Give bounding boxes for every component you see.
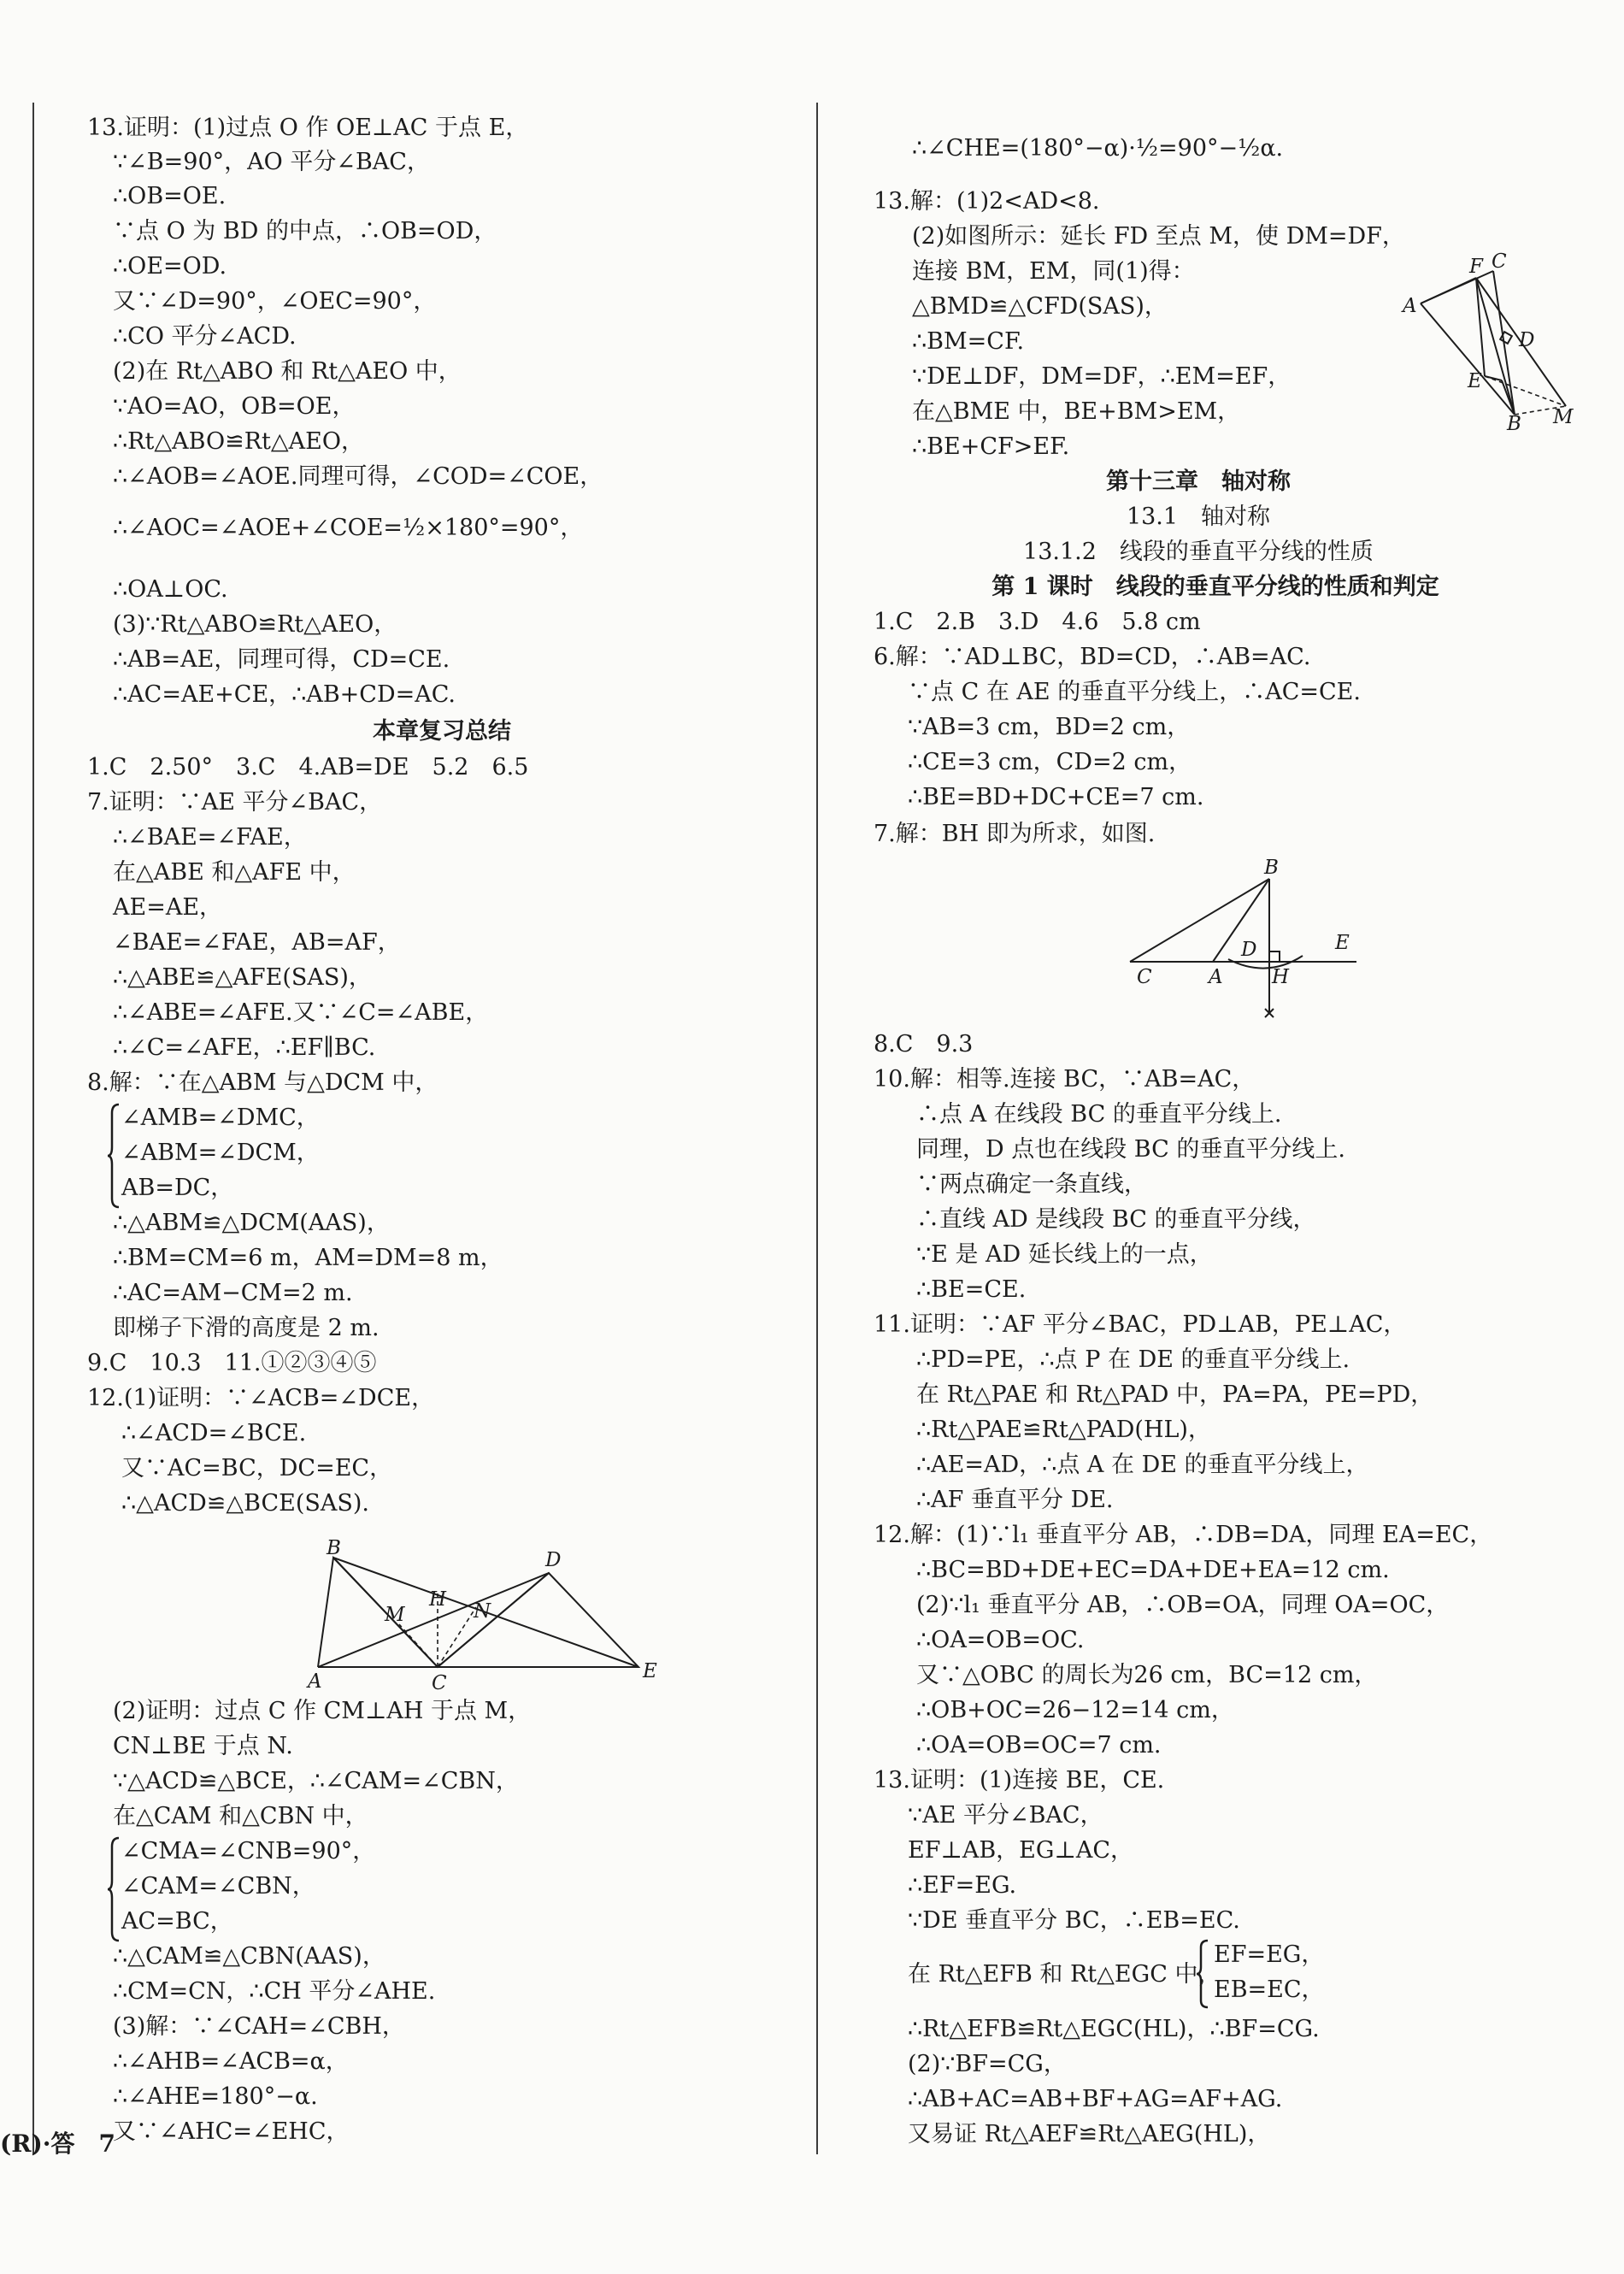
page-footer: (R)·答 7: [0, 2130, 115, 2158]
text-line: ∴OB+OC=26−12=14 cm，: [916, 1697, 1234, 1723]
text-line: 8.解：∵在△ABM 与△DCM 中，: [87, 1069, 438, 1096]
text-line: 连接 BM，EM，同(1)得：: [912, 258, 1195, 285]
text-line: EF=EG，: [1214, 1941, 1325, 1968]
text-line: ∵E 是 AD 延长线上的一点，: [916, 1241, 1213, 1268]
text-line: ∴OA=OB=OC.: [916, 1627, 1085, 1653]
text-line: ∴OA⊥OC.: [113, 576, 228, 603]
text-line: ∴BE+CF>EF.: [912, 433, 1070, 460]
text-line: ∴Rt△ABO≌Rt△AEO，: [113, 428, 365, 455]
subsection-heading: 13.1.2 线段的垂直平分线的性质: [1023, 539, 1374, 565]
text-line: 同理，D 点也在线段 BC 的垂直平分线上.: [916, 1136, 1345, 1163]
text-line: EF⊥AB，EG⊥AC，: [908, 1837, 1134, 1864]
text-line: ∠BAE=∠FAE，AB=AF，: [113, 929, 401, 956]
text-line: ∵AB=3 cm，BD=2 cm，: [908, 714, 1191, 740]
text-line: 13.解：(1)2<AD<8.: [874, 188, 1100, 215]
answer-line: 1.C 2.50° 3.C 4.AB=DE 5.2 6.5: [87, 754, 529, 781]
text-line: ∴∠CHE=(180°−α)·½=90°−½α.: [912, 135, 1284, 162]
text-line: ∴AB=AE，同理可得，CD=CE.: [113, 646, 450, 673]
text-line: ∴AF 垂直平分 DE.: [916, 1487, 1114, 1513]
text-line: ∴AC=AM−CM=2 m.: [113, 1280, 353, 1306]
text-line: ∴CE=3 cm，CD=2 cm，: [908, 749, 1192, 775]
figure-label: A: [308, 1670, 322, 1693]
text-line: 7.证明：∵AE 平分∠BAC，: [87, 789, 383, 816]
text-line: ∠CAM=∠CBN，: [121, 1873, 315, 1900]
text-line: ∴OE=OD.: [113, 253, 227, 280]
text-line: 又∵AC=BC，DC=EC，: [121, 1455, 393, 1482]
text-line: ∠ABM=∠DCM，: [121, 1140, 320, 1166]
text-line: (3)∵Rt△ABO≌Rt△AEO，: [113, 611, 397, 638]
text-line: AB=DC，: [121, 1175, 234, 1201]
construction-figure-q7: [1113, 855, 1369, 1026]
text-line: (2)证明：过点 C 作 CM⊥AH 于点 M，: [113, 1698, 532, 1724]
figure-label: D: [545, 1549, 562, 1571]
text-line: 又易证 Rt△AEF≌Rt△AEG(HL)，: [908, 2121, 1271, 2147]
figure-label: C: [1137, 966, 1152, 988]
text-line: ∵点 C 在 AE 的垂直平分线上，∴AC=CE.: [908, 679, 1361, 705]
text-line: ∴点 A 在线段 BC 的垂直平分线上.: [916, 1101, 1282, 1128]
figure-label: M: [385, 1604, 405, 1626]
figure-label: C: [1492, 252, 1507, 273]
text-line: 在△CAM 和△CBN 中，: [113, 1803, 368, 1829]
quadrilateral-figure-q13: [1391, 252, 1579, 432]
figure-label: B: [1264, 857, 1279, 879]
text-line: ∵AO=AO，OB=OE，: [113, 393, 356, 420]
text-line: 又∵△OBC 的周长为26 cm，BC=12 cm，: [916, 1662, 1378, 1688]
text-line: ∴∠ACD=∠BCE.: [121, 1420, 307, 1446]
text-line: CN⊥BE 于点 N.: [113, 1733, 293, 1759]
answer-line: 8.C 9.3: [874, 1031, 974, 1057]
brace-icon: [108, 1836, 120, 1942]
text-line: ∵△ACD≌△BCE，∴∠CAM=∠CBN，: [113, 1768, 519, 1794]
figure-label: H: [429, 1588, 447, 1611]
text-line: ∴BM=CF.: [912, 328, 1025, 355]
text-line: 6.解：∵AD⊥BC，BD=CD，∴AB=AC.: [874, 644, 1311, 670]
text-line: 在 Rt△EFB 和 Rt△EGC 中，: [908, 1961, 1221, 1988]
text-line: (2)在 Rt△ABO 和 Rt△AEO 中，: [113, 358, 462, 385]
text-line: 在 Rt△PAE 和 Rt△PAD 中，PA=PA，PE=PD，: [916, 1381, 1434, 1408]
text-line: ∴OB=OE.: [113, 183, 227, 209]
text-line: ∴PD=PE，∴点 P 在 DE 的垂直平分线上.: [916, 1346, 1350, 1373]
text-line: 12.解：(1)∵l₁ 垂直平分 AB，∴DB=DA，同理 EA=EC，: [874, 1522, 1493, 1548]
text-line: ∴BM=CM=6 m，AM=DM=8 m，: [113, 1245, 503, 1271]
brace-icon: [1197, 1939, 1209, 2009]
lesson-heading: 第 1 课时 线段的垂直平分线的性质和判定: [991, 574, 1439, 600]
text-line: ∴AC=AE+CE，∴AB+CD=AC.: [113, 681, 456, 708]
text-line: ∴CO 平分∠ACD.: [113, 323, 297, 350]
text-line: ∴EF=EG.: [908, 1872, 1017, 1899]
text-line: ∴Rt△EFB≌Rt△EGC(HL)，∴BF=CG.: [908, 2016, 1320, 2042]
text-line: ∴△ABM≌△DCM(AAS)，: [113, 1210, 390, 1236]
figure-label: B: [327, 1539, 341, 1559]
figure-label: H: [1272, 966, 1290, 988]
figure-label: A: [1403, 295, 1417, 317]
section-heading: 本章复习总结: [373, 718, 511, 745]
text-line: ∴∠C=∠AFE，∴EF∥BC.: [113, 1034, 376, 1061]
figure-label: D: [1241, 939, 1257, 961]
text-line: ∴AB+AC=AB+BF+AG=AF+AG.: [908, 2086, 1283, 2112]
text-line: △BMD≌△CFD(SAS)，: [912, 293, 1168, 320]
text-line: ∴直线 AD 是线段 BC 的垂直平分线，: [916, 1206, 1316, 1233]
text-line: 又∵∠D=90°，∠OEC=90°，: [113, 288, 437, 315]
figure-label: C: [432, 1672, 447, 1694]
figure-label: D: [1519, 329, 1535, 351]
text-line: ∴△ABE≌△AFE(SAS)，: [113, 964, 372, 991]
text-line: 12.(1)证明：∵∠ACB=∠DCE，: [87, 1385, 435, 1411]
text-line: ∴△CAM≌△CBN(AAS)，: [113, 1943, 385, 1970]
figure-label: E: [643, 1660, 657, 1682]
text-line: ∵两点确定一条直线，: [916, 1171, 1147, 1198]
text-line: ∴∠AOC=∠AOE+∠COE=½×180°=90°，: [113, 515, 584, 541]
figure-label: M: [1553, 406, 1574, 428]
text-line: ∴Rt△PAE≌Rt△PAD(HL)，: [916, 1417, 1211, 1443]
figure-label: B: [1507, 413, 1521, 432]
text-line: ∵∠B=90°，AO 平分∠BAC，: [113, 149, 430, 175]
text-line: ∴BC=BD+DE+EC=DA+DE+EA=12 cm.: [916, 1557, 1390, 1583]
text-line: ∴BE=BD+DC+CE=7 cm.: [908, 784, 1204, 810]
text-line: ∴BE=CE.: [916, 1276, 1027, 1303]
text-line: ∴OA=OB=OC=7 cm.: [916, 1732, 1162, 1759]
text-line: 7.解：BH 即为所求，如图.: [874, 821, 1156, 847]
triangle-figure-q12: [292, 1539, 668, 1701]
text-line: ∵DE 垂直平分 BC，∴EB=EC.: [908, 1907, 1240, 1934]
text-line: 11.证明：∵AF 平分∠BAC，PD⊥AB，PE⊥AC，: [874, 1311, 1407, 1338]
text-line: 13.证明：(1)连接 BE，CE.: [874, 1767, 1165, 1794]
text-line: EB=EC，: [1214, 1976, 1325, 2003]
brace-icon: [108, 1103, 120, 1209]
left-margin-rule: [32, 103, 34, 2154]
column-divider: [816, 103, 818, 2154]
text-line: ∴∠AHE=180°−α.: [113, 2083, 318, 2110]
text-line: ∵DE⊥DF，DM=DF，∴EM=EF，: [912, 363, 1292, 390]
figure-label: E: [1468, 370, 1482, 392]
text-line: (3)解：∵∠CAH=∠CBH，: [113, 2013, 405, 2040]
text-line: ∴CM=CN，∴CH 平分∠AHE.: [113, 1978, 436, 2005]
text-line: 即梯子下滑的高度是 2 m.: [113, 1315, 380, 1341]
figure-label: N: [474, 1600, 491, 1623]
text-line: AE=AE，: [113, 894, 223, 921]
answer-line: 9.C 10.3 11.①②③④⑤: [87, 1350, 377, 1376]
text-line: ∠CMA=∠CNB=90°，: [121, 1838, 376, 1865]
text-line: ∴AE=AD，∴点 A 在 DE 的垂直平分线上，: [916, 1452, 1369, 1478]
text-line: 在△ABE 和△AFE 中，: [113, 859, 356, 886]
text-line: 又∵∠AHC=∠EHC，: [113, 2118, 350, 2145]
text-line: ∵点 O 为 BD 的中点，∴OB=OD，: [113, 218, 497, 244]
text-line: ∴∠BAE=∠FAE，: [113, 824, 307, 851]
text-line: 13.证明：(1)过点 O 作 OE⊥AC 于点 E，: [87, 115, 529, 141]
answer-line: 1.C 2.B 3.D 4.6 5.8 cm: [874, 609, 1201, 635]
text-line: ∴∠AHB=∠ACB=α，: [113, 2048, 349, 2075]
section-heading: 13.1 轴对称: [1126, 504, 1271, 530]
text-line: ∵AE 平分∠BAC，: [908, 1802, 1103, 1829]
figure-label: E: [1335, 932, 1350, 954]
text-line: ∴∠AOB=∠AOE.同理可得，∠COD=∠COE，: [113, 463, 603, 490]
text-line: (2)∵BF=CG，: [908, 2051, 1067, 2077]
figure-label: F: [1469, 256, 1483, 278]
chapter-heading: 第十三章 轴对称: [1106, 468, 1291, 495]
text-line: AC=BC，: [121, 1908, 233, 1935]
text-line: ∴△ACD≌△BCE(SAS).: [121, 1490, 369, 1517]
text-line: (2)如图所示：延长 FD 至点 M，使 DM=DF，: [912, 223, 1405, 250]
text-line: (2)∵l₁ 垂直平分 AB，∴OB=OA，同理 OA=OC，: [916, 1592, 1450, 1618]
figure-label: A: [1209, 966, 1223, 988]
text-line: 在△BME 中，BE+BM>EM，: [912, 398, 1241, 425]
text-line: ∠AMB=∠DMC，: [121, 1105, 320, 1131]
text-line: ∴∠ABE=∠AFE.又∵∠C=∠ABE，: [113, 999, 489, 1026]
text-line: 10.解：相等.连接 BC，∵AB=AC，: [874, 1066, 1256, 1093]
